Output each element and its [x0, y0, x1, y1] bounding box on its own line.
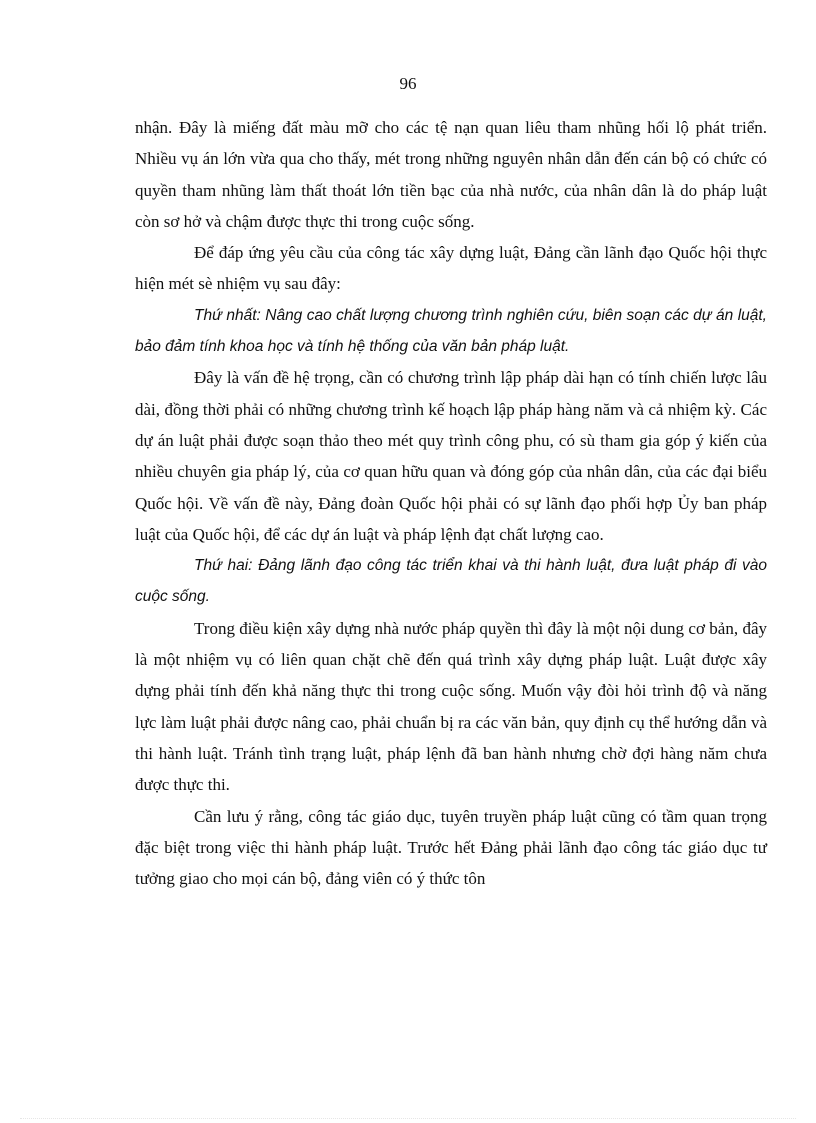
paragraph-continued: nhận. Đây là miếng đất màu mỡ cho các tệ nạn quan liêu tham nhũng hối lộ phát triển. Nhiều vụ án lớn vừa qua cho thấy, mét trong những nguyên nhân dẫn đến cán bộ có chức có quyền tham nhũng làm thất thoát lớn tiền bạc của nhà nước, của nhân dân là do pháp luật còn sơ hở và chậm được thực thi trong cuộc sống. [135, 118, 767, 231]
paragraph: Cần lưu ý rằng, công tác giáo dục, tuyên truyền pháp luật cũng có tầm quan trọng đặc biệt trong việc thi hành pháp luật. Trước hết Đảng phải lãnh đạo công tác giáo dục tư tưởng giao cho mọi cán bộ, đảng viên có ý thức tôn [135, 806, 767, 889]
paragraph-heading-first: Thứ nhất: Nâng cao chất lượng chương trình nghiên cứu, biên soạn các dự án luật, bảo đảm tính khoa học và tính hệ thống của văn bản pháp luật. [135, 306, 767, 356]
document-body [135, 112, 767, 894]
paragraph: Trong điều kiện xây dựng nhà nước pháp quyền thì đây là một nội dung cơ bản, đây là một nhiệm vụ có liên quan chặt chẽ đến quá trình xây dựng pháp luật. Luật được xây dựng phải tính đến khả năng thực thi trong cuộc sống. Muốn vậy đòi hỏi trình độ và năng lực làm luật phải được nâng cao, phải chuẩn bị ra các văn bản, quy định cụ thể hướng dẫn và thi hành luật. Tránh tình trạng luật, pháp lệnh đã ban hành nhưng chờ đợi hàng năm chưa được thực thi. [135, 618, 767, 795]
page-bottom-divider [20, 1118, 796, 1119]
paragraph: Để đáp ứng yêu cầu của công tác xây dựng luật, Đảng cần lãnh đạo Quốc hội thực hiện mét sè nhiệm vụ sau đây: [135, 243, 767, 294]
paragraph-heading-second: Thứ hai: Đảng lãnh đạo công tác triển khai và thi hành luật, đưa luật pháp đi vào cuộc sống. [135, 557, 767, 606]
paragraph: Đây là vấn đề hệ trọng, cần có chương trình lập pháp dài hạn có tính chiến lược lâu dài, đồng thời phải có những chương trình kế hoạch lập pháp hàng năm và cả nhiệm kỳ. Các dự án luật phải được soạn thảo theo mét quy trình công phu, có sù tham gia góp ý kiến của nhiều chuyên gia pháp lý, của cơ quan hữu quan và đóng góp của nhân dân, của các đại biểu Quốc hội. Về vấn đề này, Đảng đoàn Quốc hội phải có sự lãnh đạo phối hợp Ủy ban pháp luật của Quốc hội, để các dự án luật và pháp lệnh đạt chất lượng cao. [135, 368, 767, 544]
page-number: 96 [399, 74, 417, 93]
